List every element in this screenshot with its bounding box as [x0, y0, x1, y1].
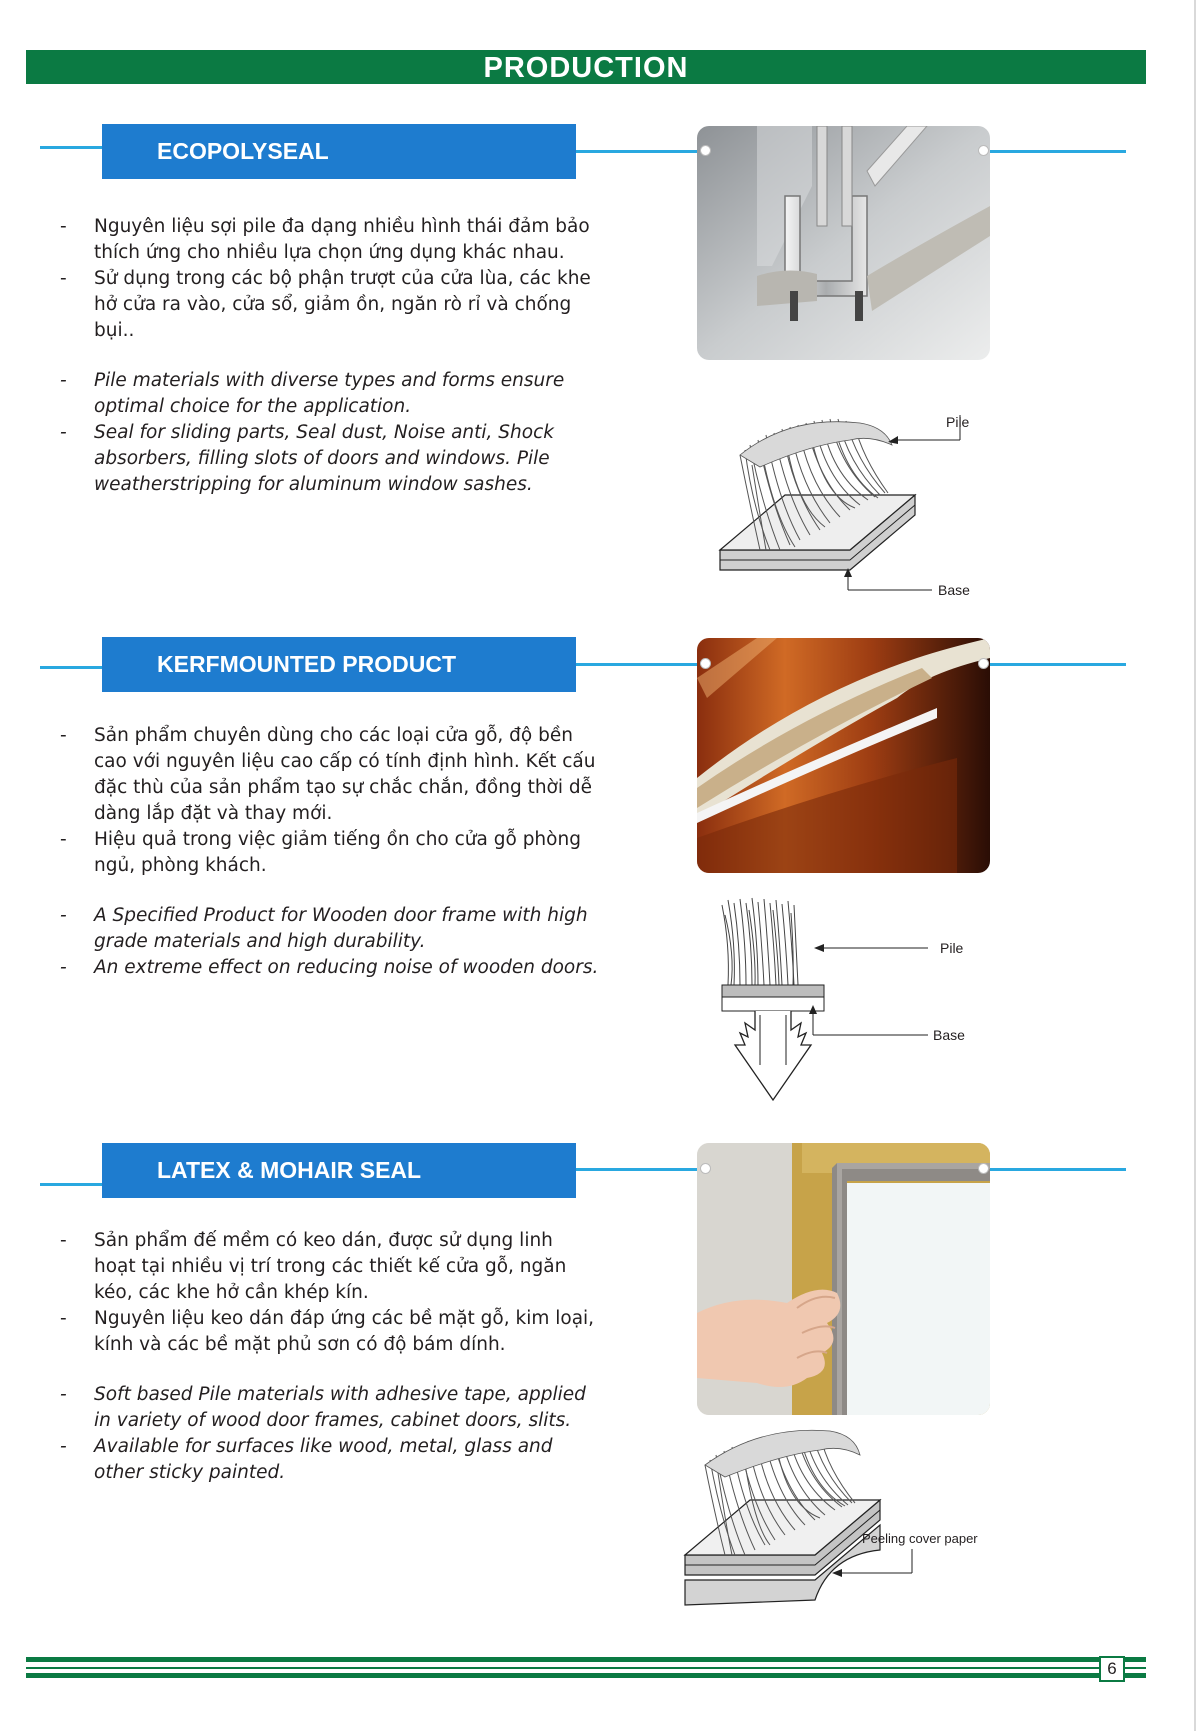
section-connector-line: [985, 1168, 1126, 1171]
list-item: - Pile materials with diverse types and forms ensure optimal choice for the application.: [60, 370, 565, 417]
section-description: [60, 1228, 600, 1486]
section-connector-line: [985, 150, 1126, 153]
peeling-cover-diagram: [680, 1425, 1020, 1625]
footer-line: [26, 1657, 1146, 1662]
binding-hole-icon: [978, 1163, 989, 1174]
base-label: Base: [933, 1027, 965, 1043]
list-item: - Soft based Pile materials with adhesive tape, applied in variety of wood door frames, cabinet doors, slits.: [60, 1384, 586, 1431]
page-edge: [1194, 0, 1196, 1731]
page-title: PRODUCTION: [26, 50, 1146, 84]
pile-label: Pile: [946, 414, 970, 430]
section-connector-line: [576, 150, 704, 153]
section-connector-line: [40, 1183, 104, 1186]
section-title-kerfmounted: KERFMOUNTED PRODUCT: [102, 637, 576, 692]
base-label: Base: [938, 582, 970, 598]
section-connector-line: [576, 663, 704, 666]
footer-line: [26, 1667, 1146, 1669]
pile-base-diagram: [700, 405, 1030, 605]
section-connector-line: [40, 146, 104, 149]
binding-hole-icon: [700, 658, 711, 669]
kerf-pile-base-diagram: [700, 895, 1030, 1115]
section-connector-line: [985, 663, 1126, 666]
peeling-cover-label: Peeling cover paper: [862, 1531, 978, 1546]
binding-hole-icon: [978, 145, 989, 156]
list-item: - Available for surfaces like wood, metal, glass and other sticky painted.: [60, 1436, 553, 1483]
footer-line: [26, 1673, 1146, 1678]
list-item: - Sản phẩm chuyên dùng cho các loại cửa gỗ, độ bền cao với nguyên liệu cao cấp có tính định hình. Kết cấu đặc thù của sản phẩm tạo sự chắc chắn, đồng thời dễ dàng lắp đặt và thay mới.: [60, 725, 596, 824]
list-item: - A Specified Product for Wooden door frame with high grade materials and high durability.: [60, 905, 588, 952]
binding-hole-icon: [700, 1163, 711, 1174]
product-photo-aluminium-track: [697, 126, 990, 360]
list-item: - Hiệu quả trong việc giảm tiếng ồn cho cửa gỗ phòng ngủ, phòng khách.: [60, 829, 581, 876]
list-item: - Sử dụng trong các bộ phận trượt của cửa lùa, các khe hở cửa ra vào, cửa sổ, giảm ồn, ngăn rò rỉ và chống bụi..: [60, 268, 591, 341]
binding-hole-icon: [978, 658, 989, 669]
section-connector-line: [576, 1168, 704, 1171]
product-photo-wooden-door: [697, 638, 990, 873]
section-title-ecopolyseal: ECOPOLYSEAL: [102, 124, 576, 179]
section-connector-line: [40, 666, 104, 669]
binding-hole-icon: [700, 145, 711, 156]
list-item: - Seal for sliding parts, Seal dust, Noise anti, Shock absorbers, filling slots of doors and windows. Pile weatherstripping for aluminum window sashes.: [60, 422, 554, 495]
list-item: - Nguyên liệu keo dán đáp ứng các bề mặt gỗ, kim loại, kính và các bề mặt phủ sơn có độ bám dính.: [60, 1308, 595, 1355]
list-item: - An extreme effect on reducing noise of wooden doors.: [60, 957, 599, 978]
section-description: [60, 723, 600, 981]
product-photo-hand-applying-seal: [697, 1143, 990, 1415]
page-number: 6: [1099, 1656, 1125, 1682]
pile-label: Pile: [940, 940, 964, 956]
section-description: [60, 214, 600, 498]
list-item: - Sản phẩm đế mềm có keo dán, được sử dụng linh hoạt tại nhiều vị trí trong các thiết kế cửa gỗ, ngăn kéo, các khe hở cần khép kín.: [60, 1230, 567, 1303]
section-title-latex-mohair: LATEX & MOHAIR SEAL: [102, 1143, 576, 1198]
list-item: - Nguyên liệu sợi pile đa dạng nhiều hình thái đảm bảo thích ứng cho nhiều lựa chọn ứng dụng khác nhau.: [60, 216, 590, 263]
